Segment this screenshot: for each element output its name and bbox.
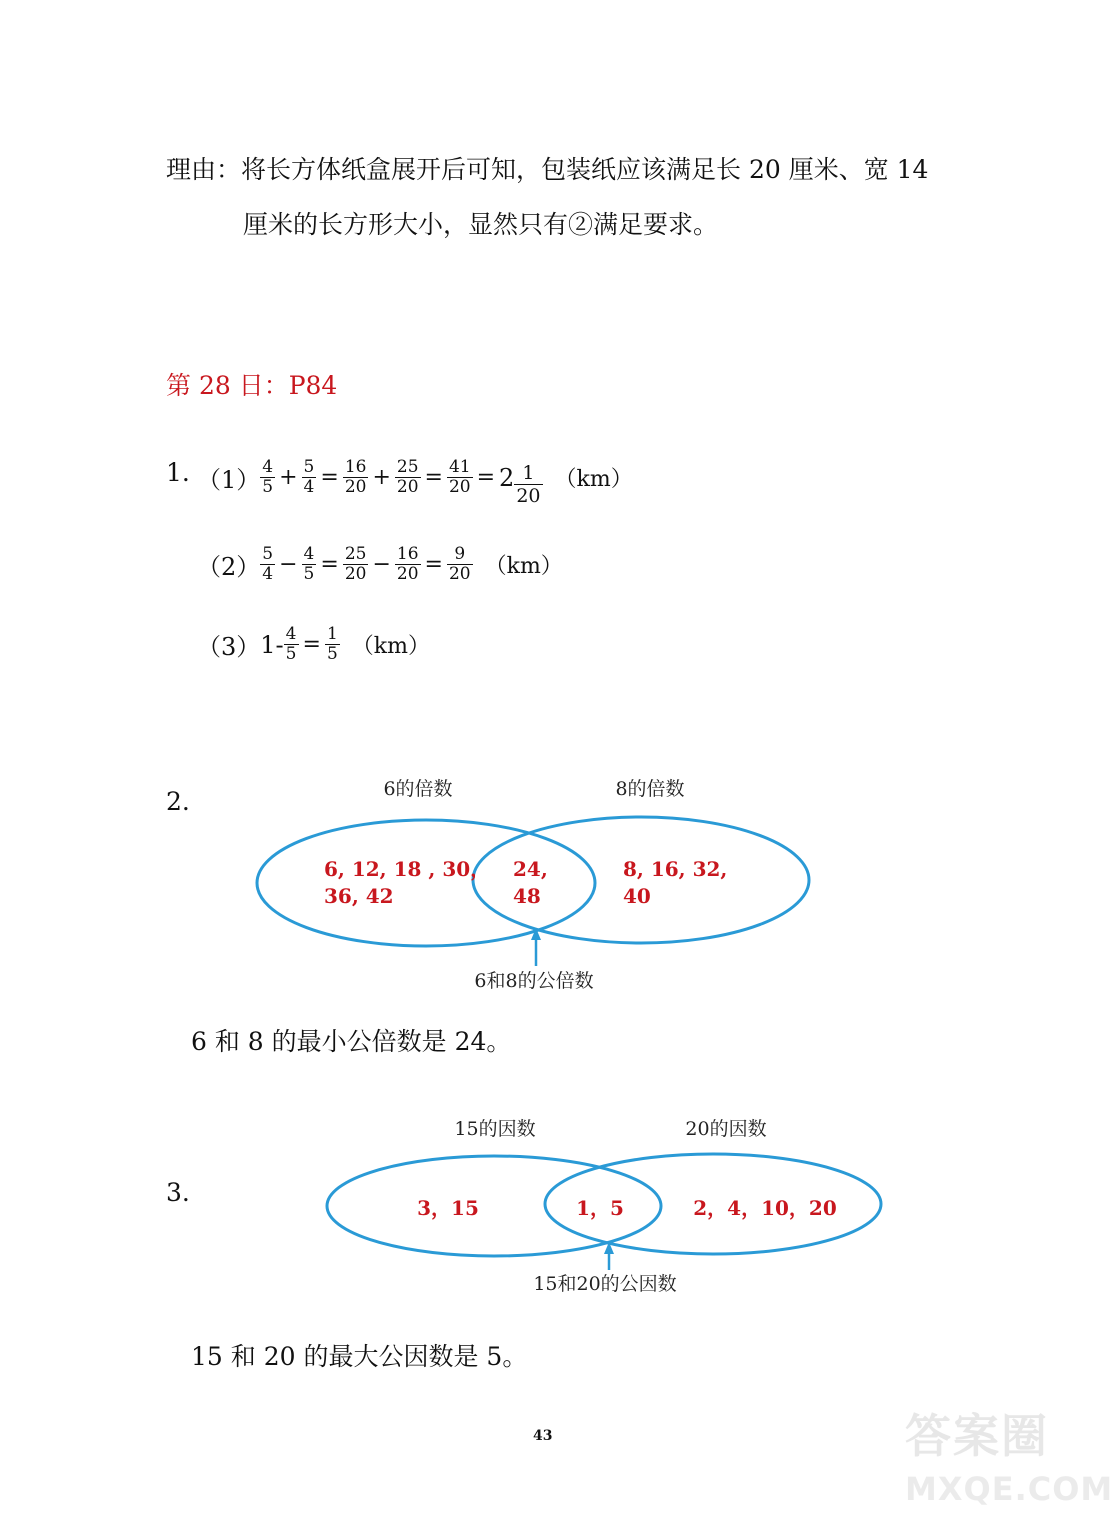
q2-middle-values-1: 24,	[513, 857, 548, 881]
q3-middle-values: 1，5	[576, 1196, 624, 1220]
unit: （km）	[484, 554, 563, 579]
fraction: $\frac{4}{5}$	[285, 624, 297, 664]
fraction: $\frac{4}{5}$	[262, 457, 274, 497]
q2-left-values-1: 6, 12, 18 , 30，	[324, 857, 491, 881]
q2-right-label: 8的倍数	[615, 778, 685, 800]
watermark-line-2: MXQE.COM	[905, 1470, 1113, 1508]
q2-venn-diagram	[0, 760, 1084, 1000]
q3-number: 3.	[166, 1178, 190, 1207]
equals-sign: =	[476, 465, 496, 490]
fraction: $\frac{5}{4}$	[262, 544, 274, 584]
equals-sign: =	[320, 552, 339, 577]
q1-part3-label: （3）	[197, 633, 261, 661]
watermark-logo	[905, 1400, 1113, 1530]
q1-part3-equation	[197, 625, 430, 664]
q3-pointer-label: 15和20的公因数	[533, 1273, 677, 1295]
q1-part2-label: （2）	[197, 553, 261, 581]
q3-left-values: 3，15	[417, 1196, 479, 1220]
q1-part3-lead: 1-	[260, 630, 284, 659]
watermark-line-1: 答案圈	[905, 1409, 1049, 1463]
q2-middle-values-2: 48	[513, 884, 541, 908]
fraction: $\frac{16}{20}$	[344, 457, 367, 497]
equals-sign: =	[320, 465, 339, 490]
fraction: $\frac{25}{20}$	[344, 544, 367, 584]
plus-sign: +	[279, 465, 298, 490]
q2-right-values-1: 8, 16, 32,	[623, 857, 728, 881]
equals-sign: =	[424, 552, 443, 577]
q2-left-label: 6的倍数	[383, 778, 453, 800]
page-number: 43	[533, 1428, 553, 1444]
q3-right-label: 20的因数	[685, 1118, 767, 1140]
minus-sign: −	[279, 552, 298, 577]
q1-number: 1.	[166, 458, 190, 487]
q2-number: 2.	[166, 787, 190, 816]
q3-conclusion: 15 和 20 的最大公因数是 5。	[191, 1342, 528, 1371]
plus-sign: +	[372, 465, 391, 490]
q2-pointer-label: 6和8的公倍数	[474, 970, 594, 992]
fraction: $\frac{1}{20}$	[516, 462, 541, 507]
section-title: 第 28 日：P84	[166, 371, 338, 400]
fraction: $\frac{25}{20}$	[396, 457, 419, 497]
q3-right-values: 2，4，10，20	[693, 1196, 837, 1220]
reason-line-2: 厘米的长方形大小，显然只有②满足要求。	[243, 210, 719, 239]
q2-left-values-2: 36, 42	[324, 884, 394, 908]
mixed-whole: 2	[499, 463, 515, 492]
unit: （km）	[351, 634, 430, 659]
q3-left-label: 15的因数	[454, 1118, 536, 1140]
equals-sign: =	[424, 465, 443, 490]
fraction: $\frac{4}{5}$	[303, 544, 315, 584]
q1-part1-equation	[197, 448, 633, 507]
q2-left-ellipse	[257, 820, 595, 946]
fraction: $\frac{16}{20}$	[396, 544, 419, 584]
fraction: $\frac{41}{20}$	[448, 457, 471, 497]
q1-part2-equation	[197, 545, 563, 584]
reason-line-1: 理由：将长方体纸盒展开后可知，包装纸应该满足长 20 厘米、宽 14	[166, 155, 929, 184]
minus-sign: −	[372, 552, 391, 577]
q1-part1-label: （1）	[197, 466, 261, 494]
unit: （km）	[554, 467, 633, 492]
fraction: $\frac{1}{5}$	[326, 624, 338, 664]
equals-sign: =	[302, 632, 321, 657]
fraction: $\frac{9}{20}$	[448, 544, 471, 584]
fraction: $\frac{5}{4}$	[303, 457, 315, 497]
q2-right-values-2: 40	[623, 884, 651, 908]
q2-conclusion: 6 和 8 的最小公倍数是 24。	[191, 1027, 512, 1056]
q3-venn-diagram	[0, 1110, 1084, 1305]
